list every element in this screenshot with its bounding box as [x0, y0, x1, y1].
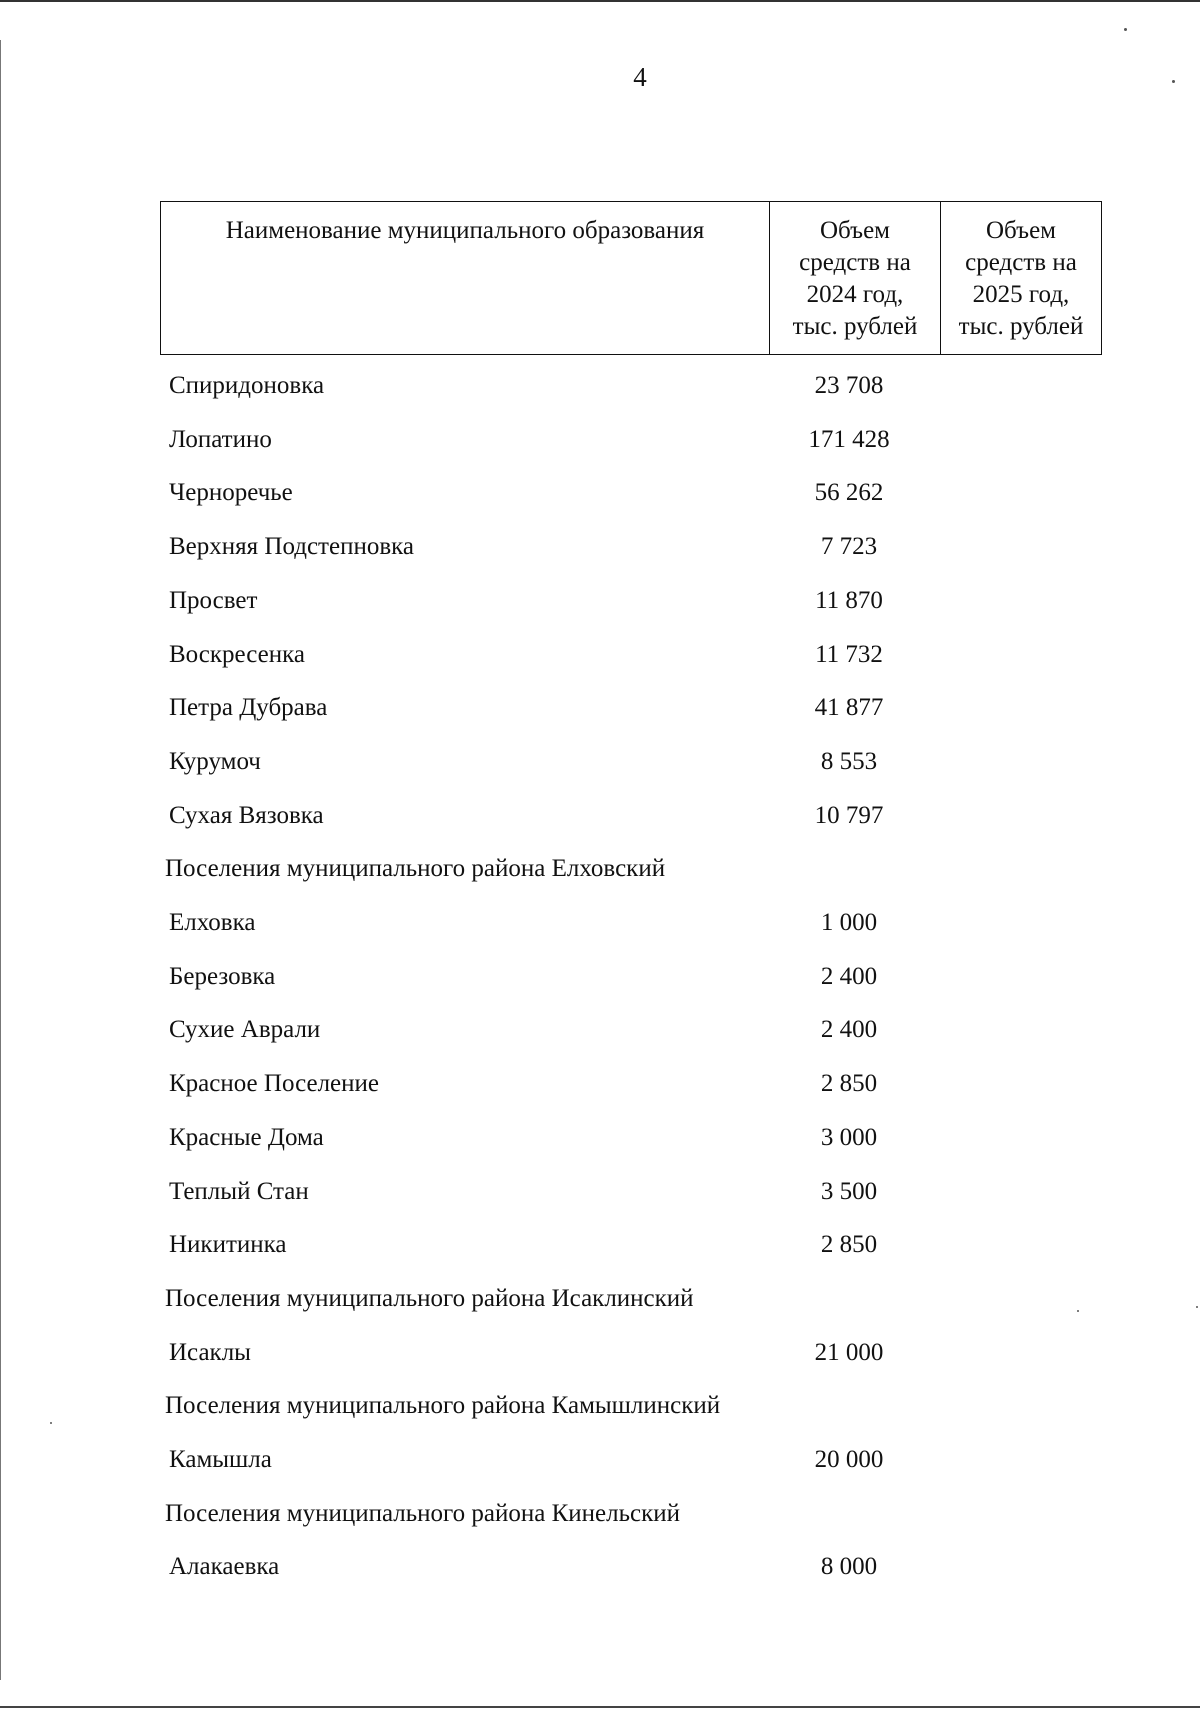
value-2024: 2 400: [820, 1016, 878, 1043]
table-row: [0, 1118, 1200, 1158]
scan-edge-bottom: [0, 1706, 1200, 1708]
table-row: [0, 1440, 1200, 1480]
table-row: [0, 742, 1200, 782]
value-2024: 8 553: [820, 748, 878, 775]
table-header: [160, 201, 1102, 355]
value-2024: 41 877: [814, 694, 884, 721]
value-2024: 2 850: [820, 1231, 878, 1258]
table-row: [0, 420, 1200, 460]
header-cell-name: [161, 202, 770, 355]
scan-speck: [50, 1422, 52, 1424]
municipality-name: Верхняя Подстепновка: [169, 533, 414, 560]
value-2024: 2 850: [820, 1070, 878, 1097]
header-2025-line: Объем: [986, 217, 1056, 244]
value-2024: 3 000: [820, 1124, 878, 1151]
municipality-name: Просвет: [169, 587, 258, 614]
municipality-name: Березовка: [169, 963, 276, 990]
header-2024-line: тыс. рублей: [792, 313, 918, 340]
table-row: [0, 1010, 1200, 1050]
group-header-row: [0, 849, 1200, 889]
municipality-name: Петра Дубрава: [169, 694, 328, 721]
table-row: [0, 1225, 1200, 1265]
table-row: [0, 1547, 1200, 1587]
municipality-name: Красное Поселение: [169, 1070, 379, 1097]
municipality-name: Елховка: [169, 909, 256, 936]
value-2024: 10 797: [814, 802, 884, 829]
municipality-name: Алакаевка: [169, 1553, 280, 1580]
scan-edge-top: [0, 0, 1200, 2]
group-header-row: [0, 1386, 1200, 1426]
municipality-name: Никитинка: [169, 1231, 287, 1258]
table-row: [0, 796, 1200, 836]
table-row: [0, 903, 1200, 943]
scan-speck: [1077, 1310, 1079, 1312]
value-2024: 171 428: [808, 426, 890, 453]
header-2025-line: 2025 год,: [972, 281, 1070, 308]
group-header-row: [0, 1494, 1200, 1534]
scan-speck: [1196, 1306, 1198, 1308]
value-2024: 11 870: [815, 587, 883, 614]
page-number: 4: [633, 62, 647, 92]
scan-speck: [1172, 80, 1175, 83]
value-2024: 1 000: [820, 909, 878, 936]
header-2025-line: тыс. рублей: [958, 313, 1084, 340]
municipality-name: Черноречье: [169, 479, 293, 506]
table-row: [0, 1333, 1200, 1373]
value-2024: 2 400: [820, 963, 878, 990]
header-2024-line: средств на: [799, 249, 911, 276]
value-2024: 3 500: [820, 1178, 878, 1205]
table-row: [0, 581, 1200, 621]
header-2025-line: средств на: [965, 249, 1077, 276]
header-2024-line: 2024 год,: [806, 281, 904, 308]
municipality-name: Спиридоновка: [169, 372, 325, 399]
table-row: [0, 957, 1200, 997]
municipality-name: Сухие Аврали: [169, 1016, 321, 1043]
value-2024: 20 000: [814, 1446, 884, 1473]
header-name-label: Наименование муниципального образования: [225, 217, 705, 244]
table-row: [0, 473, 1200, 513]
table-row: [0, 635, 1200, 675]
municipality-name: Воскресенка: [169, 641, 305, 668]
municipality-name: Камышла: [169, 1446, 272, 1473]
table-row: [0, 366, 1200, 406]
municipality-name: Сухая Вязовка: [169, 802, 324, 829]
value-2024: 8 000: [820, 1553, 878, 1580]
municipality-name: Курумоч: [169, 748, 261, 775]
value-2024: 56 262: [814, 479, 884, 506]
header-2024-line: Объем: [820, 217, 890, 244]
table-row: [0, 688, 1200, 728]
table-row: [0, 1172, 1200, 1212]
value-2024: 23 708: [814, 372, 884, 399]
header-cell-2024: [770, 202, 941, 355]
table-row: [0, 1064, 1200, 1104]
group-header-row: [0, 1279, 1200, 1319]
table-row: [0, 527, 1200, 567]
municipality-name: Лопатино: [169, 426, 272, 453]
municipality-name: Исаклы: [169, 1339, 251, 1366]
group-name: Поселения муниципального района Камышлинский: [165, 1392, 721, 1419]
municipality-name: Красные Дома: [169, 1124, 324, 1151]
value-2024: 7 723: [820, 533, 878, 560]
value-2024: 21 000: [814, 1339, 884, 1366]
municipality-name: Теплый Стан: [169, 1178, 309, 1205]
header-cell-2025: [941, 202, 1102, 355]
group-name: Поселения муниципального района Кинельский: [165, 1500, 681, 1527]
scan-speck: [1124, 28, 1127, 31]
group-name: Поселения муниципального района Исаклинский: [165, 1285, 694, 1312]
value-2024: 11 732: [815, 641, 883, 668]
group-name: Поселения муниципального района Елховский: [165, 855, 666, 882]
